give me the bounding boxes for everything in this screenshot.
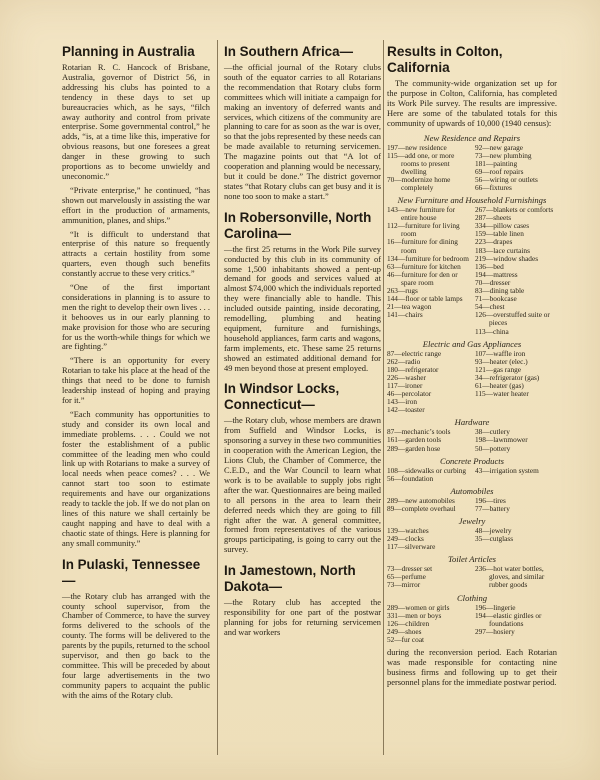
survey-item: 181—painting: [475, 158, 518, 168]
paragraph: “One of the first important considerations in planning is to assure to men the right to develop their own lives . . . it behooves us in our early planning to make provision for those who are securing for us the worth-while things for which we are fighting.”: [62, 282, 210, 352]
survey-item: 69—roof repairs: [475, 166, 524, 176]
category-items-left: [387, 467, 469, 483]
survey-item: 93—heater (elec.): [475, 356, 528, 366]
survey-item: 183—lace curtains: [475, 245, 530, 255]
category-items: [387, 604, 557, 644]
survey-item: 249—clocks: [387, 534, 424, 544]
paragraph: Rotarian R. C. Hancock of Brisbane, Australia, governor of District 56, in addressing his clubs has pointed to a tendency in these days to set up bureaucracies which, as he says, “filch away authority and control from private enterprise. Some governmental control,” he adds, “is, at a time like this, imperative for obvious reasons, but one foresees a great danger in these growing to such proportions as to become unwieldy and uneconomic.”: [62, 62, 210, 181]
survey-item: 334—pillow cases: [475, 221, 530, 231]
category-items: [387, 206, 557, 336]
survey-item: 61—heater (gas): [475, 380, 524, 390]
survey-item: 262—radio: [387, 356, 421, 366]
survey-item: 121—gas range: [475, 364, 521, 374]
category-items-right: [475, 428, 557, 452]
survey-item: 267—blankets or comforts: [475, 205, 554, 215]
category-items-left: [387, 527, 469, 551]
column-2: [224, 40, 381, 642]
survey-item: 180—refrigerator: [387, 364, 439, 374]
article-title-pulaski: In Pulaski, Tennessee—: [62, 556, 201, 588]
survey-item: 71—bookcase: [475, 294, 517, 304]
survey-item: 73—new plumbing: [475, 150, 532, 160]
survey-item: 141—chairs: [387, 310, 423, 320]
survey-item: 194—mattress: [475, 269, 518, 279]
survey-item: 35—cutglass: [475, 534, 514, 544]
category-items-right: [475, 565, 557, 589]
category-items: [387, 527, 557, 551]
survey-item: 107—waffle iron: [475, 348, 526, 358]
paragraph: —the Rotary club has accepted the responsibility for one part of the postwar planning for jobs for returning servicemen and war workers: [224, 597, 381, 637]
survey-item: 73—dresser set: [387, 564, 433, 574]
survey-item: 196—lingerie: [475, 602, 516, 612]
survey-item: 117—ironer: [387, 380, 423, 390]
category-heading: Concrete Products: [439, 455, 505, 466]
survey-item: 87—electric range: [387, 348, 442, 358]
survey-item: 70—modernize home completely: [387, 174, 453, 192]
survey-item: 198—lawnmower: [475, 435, 528, 445]
category-heading: Toilet Articles: [448, 554, 496, 565]
survey-item: 34—refrigerator (gas): [475, 372, 540, 382]
paragraph: “Private enterprise,” he continued, “has shown out marvelously in assisting the war effort in the production of armaments, ammunition, planes, and ships.”: [62, 184, 210, 225]
survey-item: 50—pottery: [475, 443, 511, 453]
category-items: [387, 350, 557, 415]
category-items: [387, 428, 557, 452]
category-items-right: [475, 497, 557, 513]
category-items-left: [387, 206, 469, 336]
category-items-right: [475, 206, 557, 336]
survey-item: 115—water heater: [475, 389, 529, 399]
survey-item: 87—mechanic’s tools: [387, 427, 451, 437]
article-title-australia: Planning in Australia: [62, 44, 195, 59]
column-rule: [217, 40, 218, 755]
paragraph: —the first 25 returns in the Work Pile survey conducted by this club in its community of some 1,500 inhabitants showed a pent-up demand for goods and services valued at almost $74,000 which the individuals reported they were financially able to handle. This included outside painting, inside decorating, remodelling, plumbing and heating equipment, furniture and furnishings, household appliances, farm carts and wagons, farm implements, etc. These same 25 returns showed an estimated additional demand for 49 men beyond those at present employed.: [224, 243, 382, 373]
survey-item: 142—toaster: [387, 405, 425, 415]
category-items-right: [475, 144, 557, 193]
category-items-left: [387, 428, 469, 452]
column-rule: [383, 40, 384, 755]
survey-item: 113—china: [475, 326, 509, 336]
survey-item: 16—furniture for dining room: [387, 237, 460, 255]
survey-item: 236—hot water bottles, gloves, and similar rubber goods: [475, 564, 547, 590]
survey-item: 196—tires: [475, 495, 506, 505]
survey-item: 289—women or girls: [387, 602, 450, 612]
category-heading: Electric and Gas Appliances: [422, 338, 522, 349]
category-heading: New Furniture and Household Furnishings: [397, 195, 547, 206]
article-title-windsor-locks: In Windsor Locks, Connecticut—: [224, 381, 340, 413]
survey-results-list: [387, 133, 557, 645]
article-title-robersonville: In Robersonville, North Carolina—: [224, 209, 372, 241]
survey-item: 48—jewelry: [475, 526, 512, 535]
survey-item: 89—complete overhaul: [387, 503, 456, 513]
category-items: [387, 565, 557, 589]
survey-item: 143—new furniture for entire house: [387, 205, 457, 223]
survey-item: 52—fur coat: [387, 634, 425, 644]
survey-item: 226—washer: [387, 372, 426, 382]
survey-item: 21—tea wagon: [387, 302, 432, 312]
survey-item: 143—iron: [387, 397, 417, 407]
category-items-right: [475, 604, 557, 644]
survey-item: 63—furniture for kitchen: [387, 261, 461, 271]
survey-item: 223—drapes: [475, 237, 513, 247]
survey-item: 46—furniture for den or spare room: [387, 269, 460, 287]
survey-item: 83—dining table: [475, 286, 525, 296]
survey-item: 159—table linen: [475, 229, 524, 239]
survey-item: 289—new automobiles: [387, 495, 455, 505]
category-heading: Jewelry: [458, 516, 486, 526]
category-items: [387, 144, 557, 193]
survey-item: 92—new garage: [475, 142, 524, 152]
paragraph: —the Rotary club has arranged with the county school supervisor, from the Chamber of Commerce, to have the survey forms delivered to the schools of the county. The forms will be delivered to the parents by the pupils, returned to the school supervisor, and then go back to the committee. This will be preceded by about four large advertisements in the two community papers to acquaint the public with the aims of the Rotary club.: [62, 590, 210, 700]
paragraph: —the Rotary club, whose members are drawn from Suffield and Windsor Locks, is sponsoring a survey in these two communities in cooperation with the American Legion, the Lions Club, the Chamber of Commerce, the C.E.D., and the War Council to learn what work is to be available to supply jobs right after the war. Questionnaires are being mailed to all persons in the area to learn their deferred needs which they are going to fill right after the war. A general committee, formed from representatives of the various groups participating, is going to carry out the survey.: [224, 415, 381, 555]
survey-item: 112—furniture for living room: [387, 221, 462, 239]
survey-item: 194—elastic girdles or foundations: [475, 610, 544, 628]
category-items-left: [387, 350, 469, 415]
survey-item: 144—floor or table lamps: [387, 294, 463, 304]
category-heading: Automobiles: [450, 485, 494, 496]
survey-item: 54—chest: [475, 302, 505, 312]
survey-item: 46—percolator: [387, 389, 432, 399]
column-1: [62, 40, 210, 705]
survey-item: 134—furniture for bedroom: [387, 253, 469, 263]
column-3: [387, 40, 557, 692]
survey-item: 70—dresser: [475, 277, 511, 287]
category-items-left: [387, 497, 469, 513]
category-items: [387, 497, 557, 513]
category-items-right: [475, 350, 557, 415]
survey-item: 139—watches: [387, 526, 429, 535]
survey-item: 38—cutlery: [475, 427, 510, 437]
paragraph: “It is difficult to understand that enterprise of this nature so frequently attracts a certain hostility from some quarters, even though such benefits constantly accrue to these very critics.”: [62, 228, 210, 279]
survey-item: 297—hosiery: [475, 626, 515, 636]
survey-item: 161—garden tools: [387, 435, 442, 445]
paragraph: during the reconversion period. Each Rotarian was made responsible for contacting nine business firms and following up to get their personnel plans for the immediate postwar period.: [387, 647, 557, 687]
survey-item: 287—sheets: [475, 213, 512, 223]
category-heading: Clothing: [456, 592, 488, 603]
article-title-southern-africa: In Southern Africa—: [224, 44, 353, 59]
survey-item: 77—battery: [475, 503, 510, 513]
survey-item: 43—irrigation system: [475, 465, 539, 475]
survey-item: 136—bed: [475, 261, 504, 271]
survey-item: 65—perfume: [387, 572, 426, 582]
survey-item: 56—foundation: [387, 473, 434, 483]
category-heading: Hardware: [454, 417, 490, 428]
category-items-right: [475, 527, 557, 551]
category-items: [387, 467, 557, 483]
survey-item: 108—sidewalks or curbing: [387, 465, 467, 475]
paragraph: “There is an opportunity for every Rotarian to take his place at the head of the things that need to be done to furnish leadership instead of hoping and praying for it.”: [62, 355, 210, 405]
survey-item: 126—overstuffed suite or pieces: [475, 310, 552, 328]
survey-item: 331—men or boys: [387, 610, 442, 620]
survey-item: 219—window shades: [475, 253, 539, 263]
survey-item: 73—mirror: [387, 580, 421, 590]
survey-item: 56—wiring or outlets: [475, 174, 538, 184]
survey-item: 263—rugs: [387, 286, 418, 296]
survey-item: 197—new residence: [387, 142, 447, 152]
article-title-jamestown: In Jamestown, North Dakota—: [224, 563, 356, 595]
survey-item: 117—silverware: [387, 542, 436, 552]
category-heading: New Residence and Repairs: [423, 132, 521, 143]
survey-item: 66—fixtures: [475, 183, 512, 192]
category-items-left: [387, 604, 469, 644]
survey-item: 249—shoes: [387, 626, 422, 636]
article-title-colton: Results in Colton, California: [387, 44, 503, 75]
category-items-right: [475, 467, 557, 483]
category-items-left: [387, 565, 469, 589]
paragraph: The community-wide organization set up for the purpose in Colton, California, has completed its Work Pile survey. The results are impressive. Here are some of the tabulated totals for this community of upwards of 10,000 (1940 census):: [387, 78, 557, 128]
paragraph: “Each community has opportunities to study and consider its own local and immediate problems. . . . Could we not foster the establishment of a public committee of the leading men who could link up with Rotarians to make a survey of local needs when peace comes? . . . We cannot start too soon to estimate requirements and have our organizations ready to tackle the job. If we do not plan on lines of this nature we shall certainly be caught napping and have to deal with a chaotic state of things. Here is planning for any small community.”: [62, 408, 210, 548]
paragraph: —the official journal of the Rotary clubs south of the equator carries to all Rotarians the recommendation that Rotary clubs form committees which will initiate a campaign for making an inventory of deferred wants and services, which citizens of the community are planning to care for as soon as the war is over, so that the jobs represented by these needs can be made available to returning servicemen. The magazine points out that “A lot of cooperation and planning would be necessary, but it could be done.” The district governor states “that Rotary clubs can get busy and it is none too soon to make a start.”: [224, 62, 381, 201]
survey-item: 115—add one, or more rooms to present dwelling: [387, 150, 457, 176]
survey-item: 126—children: [387, 618, 430, 628]
survey-item: 289—garden hose: [387, 443, 441, 453]
category-items-left: [387, 144, 469, 193]
